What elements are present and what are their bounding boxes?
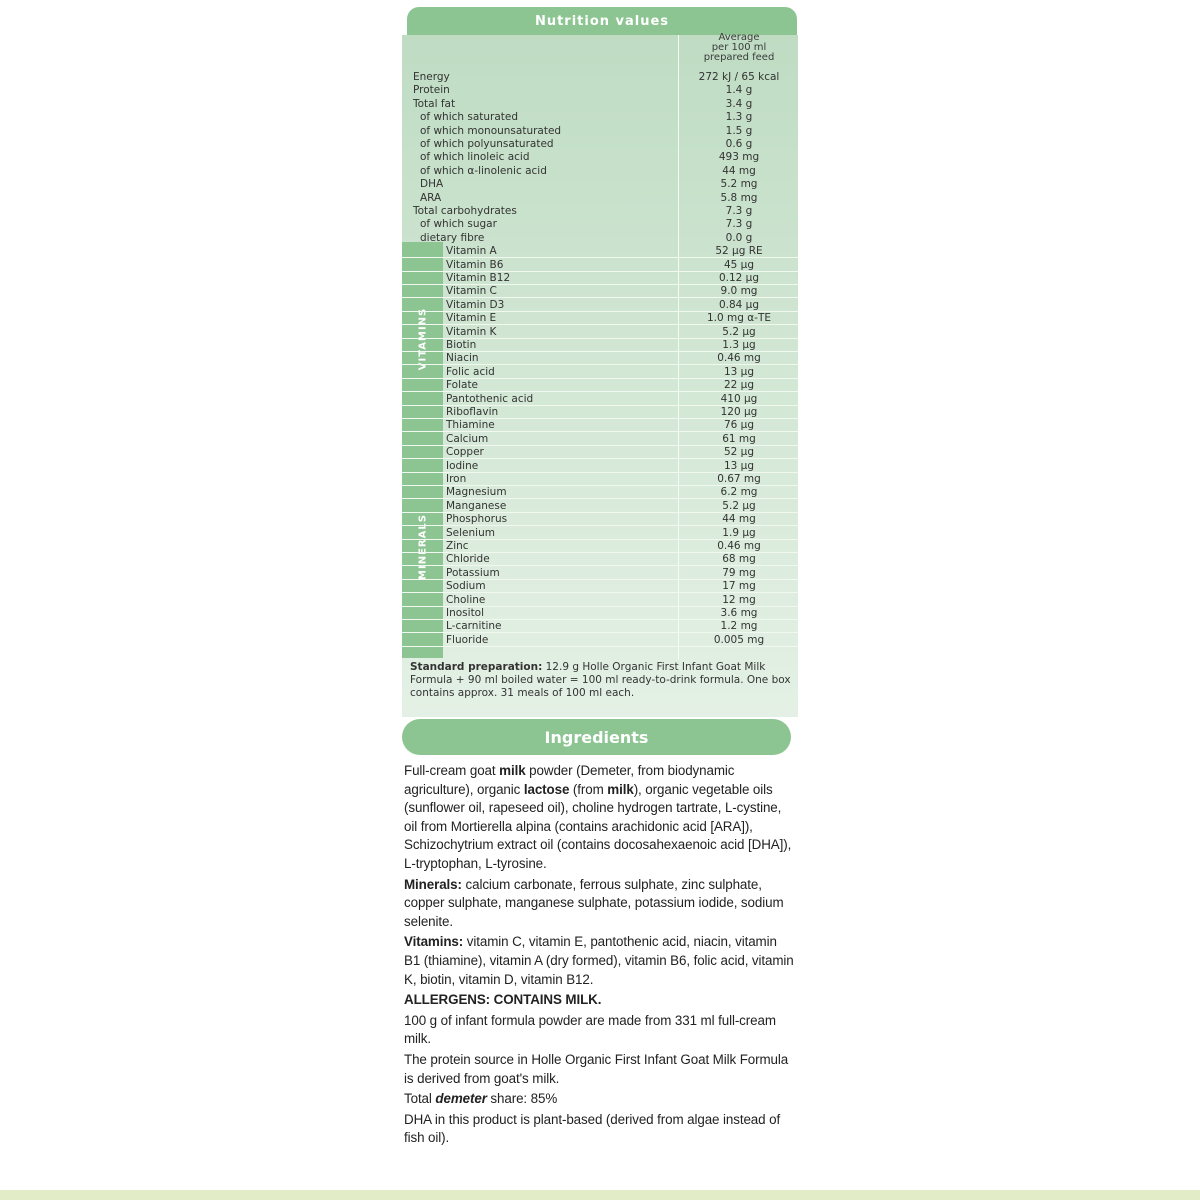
nutrition-row bbox=[402, 191, 798, 205]
nutrition-row bbox=[402, 124, 798, 138]
nutrient-value: 1.2 mg bbox=[720, 620, 758, 633]
nutrient-value: 5.8 mg bbox=[720, 191, 758, 204]
nutrient-value: 7.3 g bbox=[725, 218, 753, 231]
nutrition-row bbox=[402, 633, 798, 647]
milk-note: 100 g of infant formula powder are made from 331 ml full-cream milk. bbox=[404, 1012, 776, 1047]
vitamins-list: vitamin C, vitamin E, pantothenic acid, niacin, vitamin B1 (thiamine), vitamin A (dry formed), vitamin B6, folic acid, vitamin K, biotin, vitamin D, vitamin B12. bbox=[404, 934, 794, 987]
dha-note: DHA in this product is plant-based (derived from algae instead of fish oil). bbox=[404, 1111, 781, 1146]
ingredient-text: (from bbox=[569, 781, 608, 797]
nutrition-row bbox=[402, 258, 798, 272]
nutrient-name: Pantothenic acid bbox=[446, 392, 534, 405]
nutrition-row bbox=[402, 298, 798, 312]
nutrient-value: 5.2 µg bbox=[722, 499, 756, 512]
ingredient-emphasis: milk bbox=[607, 781, 634, 797]
nutrient-value: 1.0 mg α-TE bbox=[706, 312, 772, 325]
nutrient-name: of which linoleic acid bbox=[420, 151, 530, 164]
nutrient-name: Choline bbox=[446, 593, 486, 606]
protein-note: The protein source in Holle Organic First Infant Goat Milk Formula is derived from goat's milk. bbox=[404, 1051, 789, 1086]
nutrient-name: dietary fibre bbox=[420, 231, 485, 244]
ingredient-emphasis: lactose bbox=[523, 781, 570, 797]
nutrient-name: Energy bbox=[413, 71, 450, 83]
nutrient-name: Vitamin B12 bbox=[446, 272, 511, 284]
nutrient-name: Calcium bbox=[446, 432, 489, 445]
nutrient-value: 9.0 mg bbox=[720, 285, 758, 298]
nutrient-name: Riboflavin bbox=[446, 406, 499, 418]
nutrient-value: 0.6 g bbox=[725, 138, 753, 150]
nutrition-row bbox=[402, 405, 798, 419]
nutrient-value: 0.84 µg bbox=[718, 298, 760, 311]
nutrition-row bbox=[402, 83, 798, 97]
nutrient-value: 12 mg bbox=[722, 593, 756, 606]
nutrient-value: 0.67 mg bbox=[717, 473, 761, 485]
nutrient-name: Biotin bbox=[446, 339, 477, 351]
demeter-word: demeter bbox=[435, 1091, 487, 1107]
nutrient-value: 5.2 µg bbox=[722, 325, 756, 338]
bottom-edge-bar bbox=[0, 1190, 1200, 1200]
nutrient-name: Manganese bbox=[446, 499, 507, 512]
nutrient-name: Vitamin B6 bbox=[446, 258, 504, 271]
nutrient-value: 272 kJ / 65 kcal bbox=[698, 71, 780, 83]
nutrient-name: Vitamin K bbox=[446, 325, 497, 338]
allergens-statement bbox=[404, 991, 796, 1010]
nutrition-row bbox=[402, 526, 798, 540]
nutrition-row bbox=[402, 392, 798, 406]
nutrition-row bbox=[402, 244, 798, 258]
nutrition-row bbox=[402, 365, 798, 379]
nutrient-name: Iron bbox=[446, 473, 467, 485]
ingredients-title: Ingredients bbox=[544, 727, 649, 747]
nutrient-value: 1.5 g bbox=[725, 124, 753, 137]
nutrient-value: 13 µg bbox=[723, 365, 755, 378]
nutrient-value: 0.12 µg bbox=[718, 272, 760, 284]
nutrient-value: 1.3 µg bbox=[722, 339, 756, 351]
nutrition-row bbox=[402, 150, 798, 164]
nutrition-row bbox=[402, 552, 798, 566]
nutrient-name: Vitamin A bbox=[446, 245, 497, 258]
nutrient-name: Selenium bbox=[446, 526, 495, 539]
nutrition-row bbox=[402, 110, 798, 124]
nutrient-value: 52 µg RE bbox=[715, 245, 763, 258]
nutrition-row bbox=[402, 164, 798, 178]
nutrition-row bbox=[402, 351, 798, 365]
nutrient-name: Fluoride bbox=[446, 633, 489, 646]
column-header-line: Average bbox=[718, 32, 760, 43]
nutrient-value: 0.46 mg bbox=[717, 540, 761, 552]
nutrition-row bbox=[402, 137, 798, 151]
allergens-text: ALLERGENS: CONTAINS MILK. bbox=[404, 992, 602, 1008]
minerals-list: calcium carbonate, ferrous sulphate, zinc sulphate, copper sulphate, manganese sulphate, potassium iodide, sodium selenite. bbox=[404, 876, 784, 929]
nutrition-row bbox=[402, 217, 798, 231]
ingredient-text: ), organic vegetable oils (sunflower oil, rapeseed oil), choline hydrogen tartrate, L-cystine, oil from Mortierella alpina (contains arachidonic acid [ARA]), Schizochytrium extract oil (contains docosahexaenoic acid [DHA]), L-tryptophan, L-tyrosine. bbox=[404, 781, 792, 871]
nutrient-name: Vitamin E bbox=[446, 312, 497, 325]
nutrient-value: 6.2 mg bbox=[720, 486, 758, 499]
nutrient-value: 44 mg bbox=[722, 513, 756, 526]
nutrient-name: Magnesium bbox=[446, 486, 507, 499]
standard-preparation-label: Standard preparation: bbox=[410, 661, 543, 673]
nutrition-row bbox=[402, 512, 798, 526]
minerals-heading: Minerals: bbox=[404, 876, 462, 892]
nutrition-row bbox=[402, 566, 798, 580]
nutrient-name: Inositol bbox=[446, 607, 485, 619]
demeter-prefix: Total bbox=[404, 1091, 436, 1107]
ingredients-vitamins bbox=[404, 933, 796, 989]
ingredient-text: powder (Demeter, from biodynamic agriculture), organic bbox=[404, 763, 735, 797]
nutrient-name: of which sugar bbox=[420, 218, 497, 231]
nutrient-name: Chloride bbox=[446, 553, 490, 566]
nutrition-row bbox=[402, 445, 798, 459]
nutrient-name: of which monounsaturated bbox=[420, 124, 562, 137]
nutrient-value: 0.005 mg bbox=[713, 633, 765, 646]
standard-preparation bbox=[410, 661, 794, 700]
nutrient-value: 13 µg bbox=[723, 459, 755, 472]
nutrition-row bbox=[402, 459, 798, 473]
nutrient-value: 1.4 g bbox=[725, 84, 753, 97]
nutrition-title: Nutrition values bbox=[534, 13, 670, 29]
nutrient-name: DHA bbox=[420, 178, 444, 191]
nutrient-value: 0.0 g bbox=[725, 231, 753, 244]
nutrient-name: Vitamin C bbox=[446, 285, 497, 298]
nutrition-row bbox=[402, 231, 798, 245]
nutrition-row bbox=[402, 606, 798, 620]
nutrient-value: 493 mg bbox=[718, 151, 760, 164]
nutrition-row bbox=[402, 432, 798, 446]
nutrient-value: 22 µg bbox=[723, 379, 755, 392]
nutrition-row bbox=[402, 311, 798, 325]
ingredient-text: Full-cream goat bbox=[404, 763, 500, 778]
nutrient-value: 61 mg bbox=[722, 432, 756, 445]
nutrient-name: Protein bbox=[413, 84, 450, 97]
nutrition-row bbox=[402, 593, 798, 607]
nutrition-row bbox=[402, 177, 798, 191]
nutrition-row bbox=[402, 378, 798, 392]
nutrient-value: 52 µg bbox=[723, 446, 755, 459]
nutrient-value: 0.46 mg bbox=[717, 352, 761, 365]
nutrient-value: 17 mg bbox=[722, 580, 756, 593]
nutrition-row bbox=[402, 418, 798, 432]
nutrient-name: Copper bbox=[446, 446, 484, 459]
nutrient-value: 44 mg bbox=[722, 164, 756, 177]
nutrient-name: Folic acid bbox=[446, 365, 495, 378]
nutrition-row bbox=[402, 284, 798, 298]
nutrient-name: of which α-linolenic acid bbox=[420, 164, 547, 177]
nutrition-header bbox=[407, 7, 797, 35]
nutrition-row bbox=[402, 70, 798, 84]
nutrient-name: Zinc bbox=[446, 540, 469, 552]
nutrient-name: Total fat bbox=[413, 97, 456, 110]
nutrition-row bbox=[402, 472, 798, 486]
nutrient-value: 1.9 µg bbox=[722, 526, 756, 539]
nutrient-name: Niacin bbox=[446, 352, 479, 365]
nutrition-row bbox=[402, 325, 798, 339]
minerals-label: MINERALS bbox=[417, 514, 428, 580]
nutrient-value: 76 µg bbox=[723, 419, 755, 432]
nutrition-row bbox=[402, 499, 798, 513]
nutrient-name: Sodium bbox=[446, 580, 486, 593]
nutrition-row bbox=[402, 619, 798, 633]
nutrient-value: 1.3 g bbox=[725, 111, 753, 124]
nutrient-name: Phosphorus bbox=[446, 513, 508, 526]
nutrient-name: L-carnitine bbox=[446, 620, 502, 633]
nutrition-row bbox=[402, 539, 798, 553]
nutrient-value: 45 µg bbox=[723, 258, 755, 271]
nutrient-value: 3.6 mg bbox=[720, 607, 758, 619]
nutrient-value: 120 µg bbox=[720, 406, 758, 418]
nutrient-value: 410 µg bbox=[720, 392, 758, 405]
nutrient-value: 3.4 g bbox=[725, 97, 753, 110]
nutrient-name: Vitamin D3 bbox=[446, 298, 505, 311]
demeter-suffix: share: 85% bbox=[486, 1091, 558, 1107]
nutrient-name: of which polyunsaturated bbox=[420, 138, 554, 150]
nutrient-name: Thiamine bbox=[446, 419, 495, 432]
nutrition-row bbox=[402, 338, 798, 352]
ingredients-minerals bbox=[404, 876, 796, 932]
nutrient-value: 68 mg bbox=[722, 553, 756, 566]
column-header bbox=[680, 33, 798, 63]
vitamins-label: VITAMINS bbox=[417, 307, 428, 371]
ingredients-header bbox=[402, 719, 791, 755]
nutrient-name: of which saturated bbox=[420, 111, 519, 124]
column-header-line: per 100 ml bbox=[711, 42, 767, 53]
ingredients-text bbox=[404, 762, 796, 1150]
nutrient-name: Total carbohydrates bbox=[413, 205, 517, 217]
product-label-panel bbox=[402, 4, 798, 1192]
demeter-share bbox=[404, 1090, 796, 1109]
nutrition-row bbox=[402, 579, 798, 593]
column-header-line: prepared feed bbox=[703, 52, 775, 63]
nutrition-row bbox=[402, 204, 798, 218]
nutrient-name: ARA bbox=[420, 191, 442, 204]
nutrition-row bbox=[402, 97, 798, 111]
vitamins-heading: Vitamins: bbox=[404, 934, 464, 950]
nutrient-value: 7.3 g bbox=[725, 205, 753, 217]
standard-preparation-text: 12.9 g Holle Organic First Infant Goat Milk Formula + 90 ml boiled water = 100 ml ready-to-drink formula. One box contains approx. 31 meals of 100 ml each. bbox=[410, 661, 791, 699]
nutrient-value: 79 mg bbox=[722, 566, 756, 579]
nutrient-name: Potassium bbox=[446, 566, 500, 579]
ingredients-main-paragraph bbox=[404, 762, 796, 874]
nutrient-name: Iodine bbox=[446, 459, 479, 472]
nutrient-value: 5.2 mg bbox=[720, 178, 758, 191]
nutrition-row bbox=[402, 485, 798, 499]
nutrient-name: Folate bbox=[446, 379, 479, 392]
nutrition-row bbox=[402, 271, 798, 285]
ingredient-emphasis: milk bbox=[499, 763, 526, 778]
